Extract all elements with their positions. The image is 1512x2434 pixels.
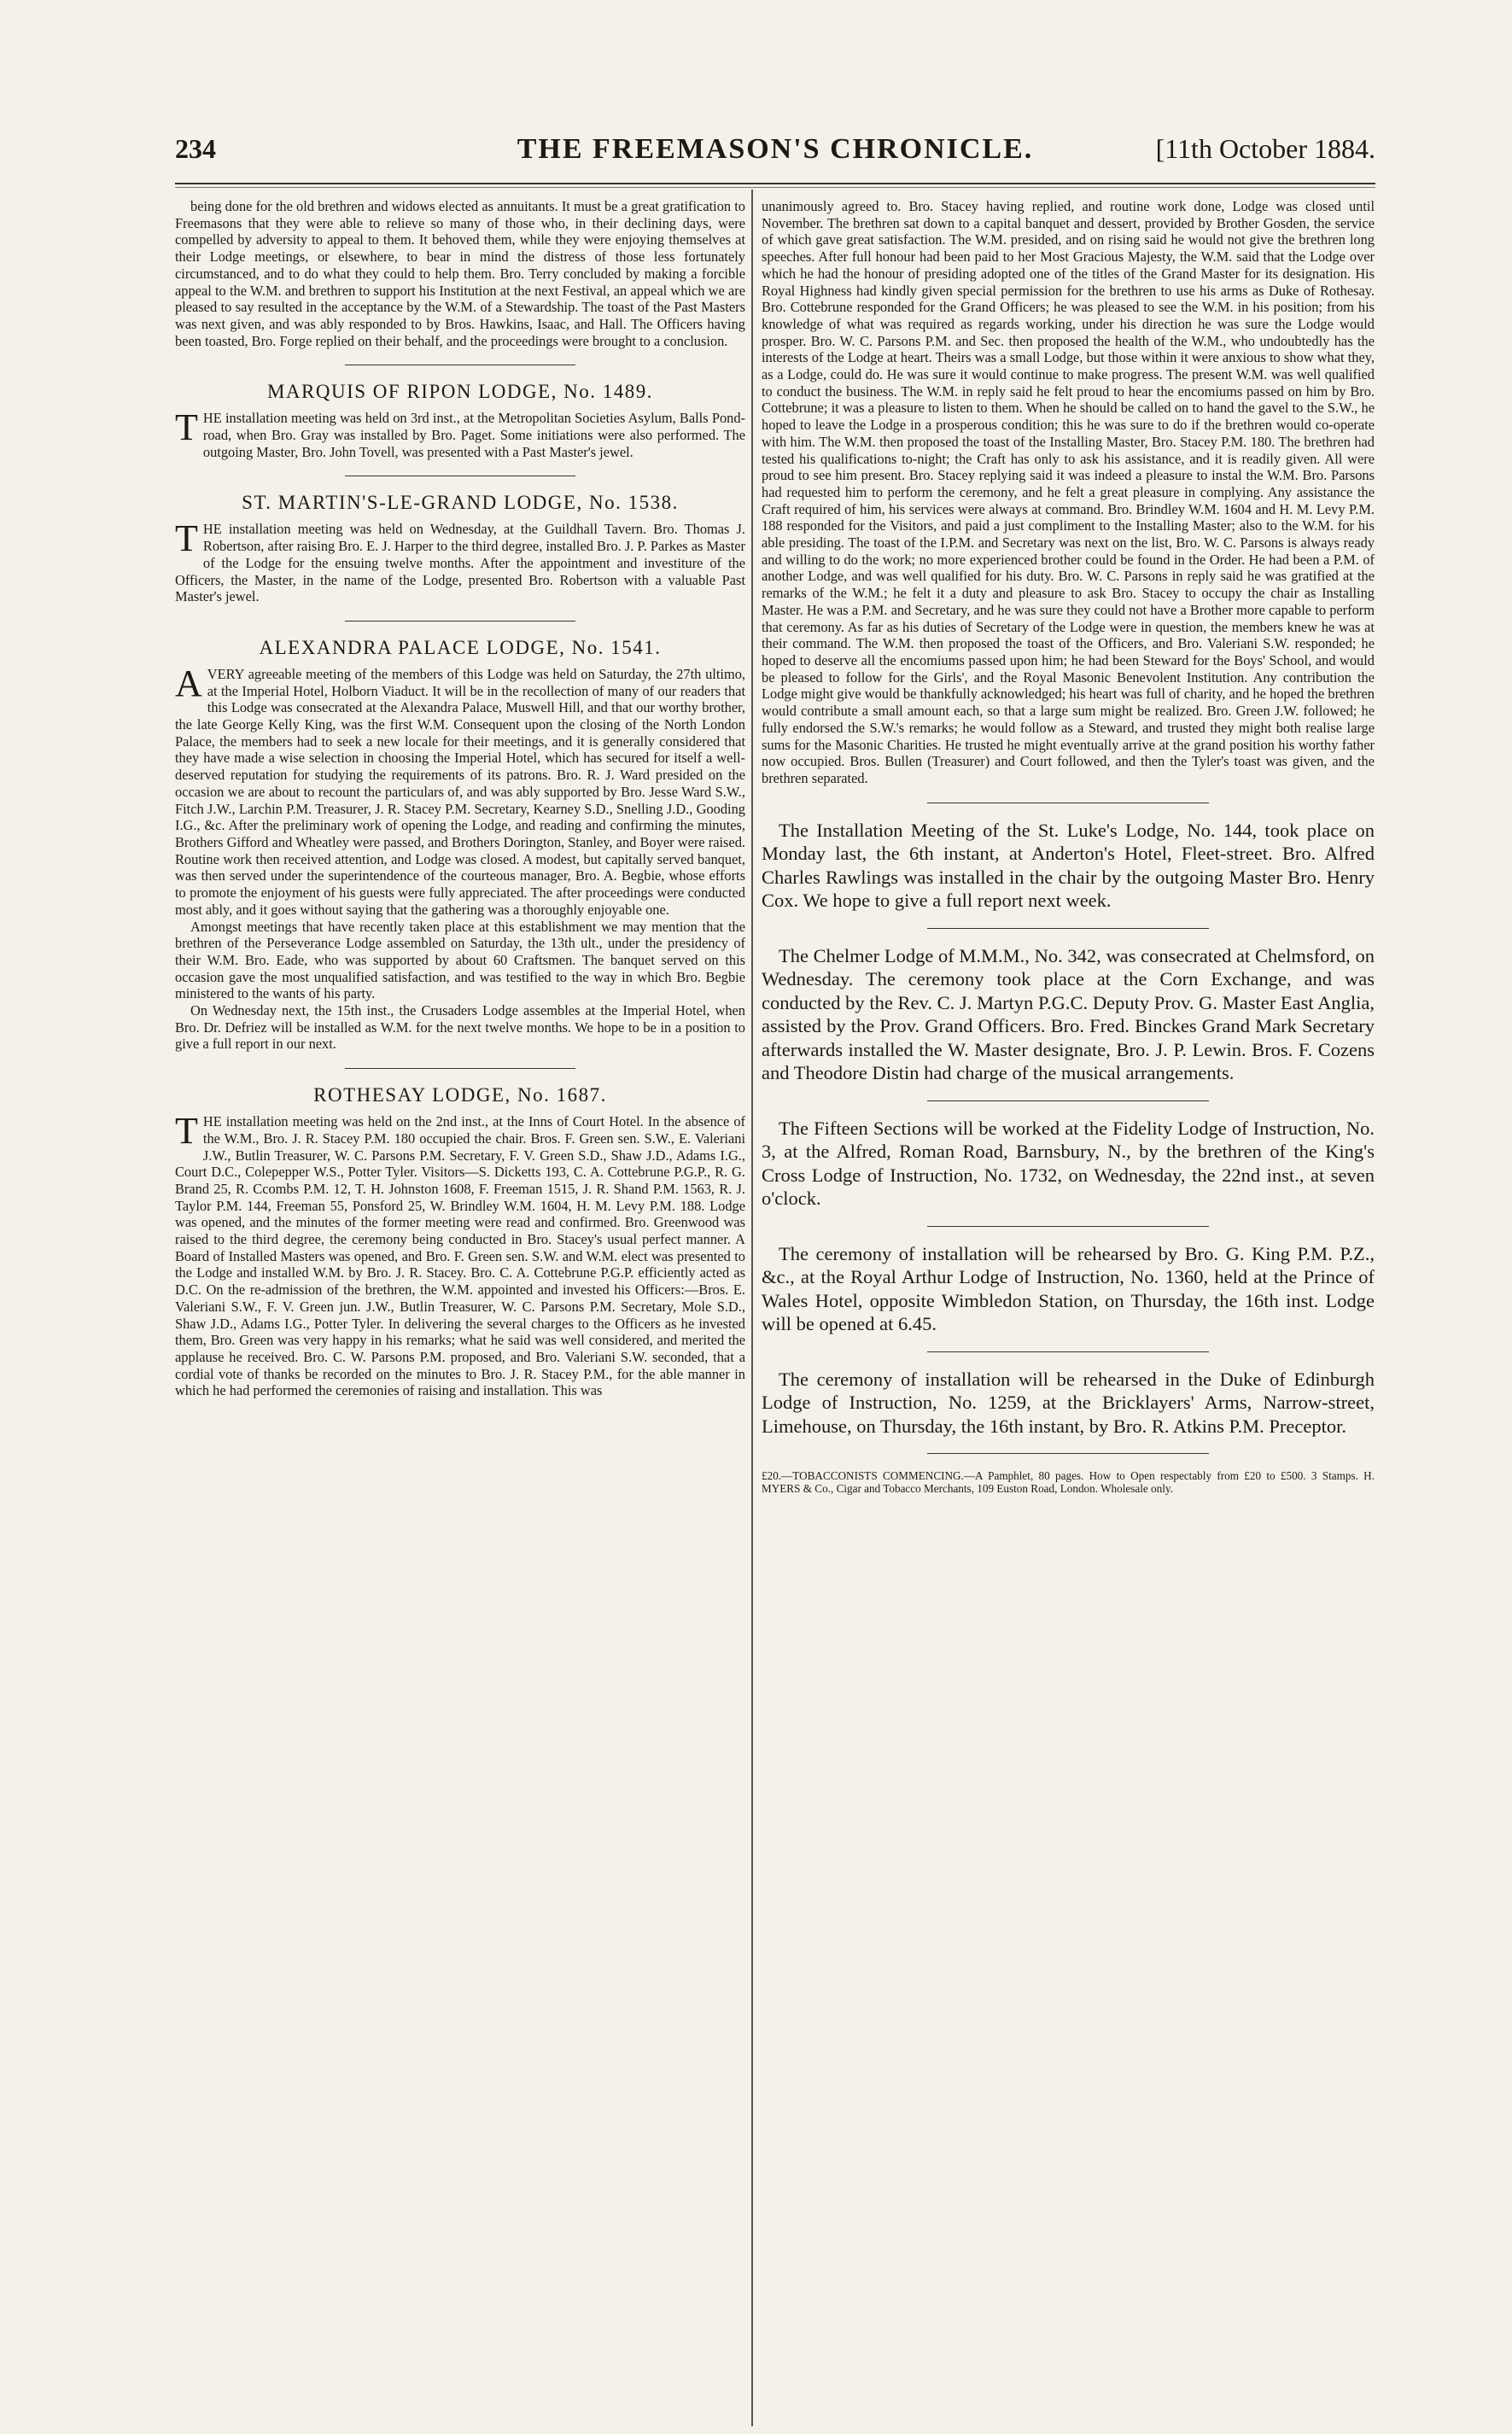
st-martins-article xyxy=(175,517,745,605)
st-martins-heading: ST. MARTIN'S-LE-GRAND LODGE, No. 1538. xyxy=(242,492,679,514)
page-header xyxy=(175,133,1375,184)
ripon-text: HE installation meeting was held on 3rd inst., at the Metropolitan Societies Asylum, Balls Pond-road, when Bro. Gray was installed by Bro. Paget. Some initiations were also performed. The outgoing Master, Bro. John Tovell, was presented with a Past Master's jewel. xyxy=(202,410,745,460)
notice-chelmer: The Chelmer Lodge of M.M.M., No. 342, was consecrated at Chelmsford, on Wednesday. The ceremony took place at the Corn Exchange, and was conducted by the Rev. C. J. Martyn P.G.C. Deputy Prov. G. Master East Anglia, assisted by the Prov. Grand Officers. Bro. Fred. Binckes Grand Mark Secretary afterwards installed the W. Master designate, Bro. J. P. Lewin. Bros. F. Cozens and Theodore Distin had charge of the musical arrangements. xyxy=(762,944,1375,1084)
column-divider xyxy=(751,190,753,2426)
section-divider xyxy=(345,621,575,622)
section-divider xyxy=(927,1453,1209,1454)
notice-fifteen-sections: The Fifteen Sections will be worked at the Fidelity Lodge of Instruction, No. 3, at the Alfred, Roman Road, Barnsbury, N., by the brethren of the King's Cross Lodge of Instruction, No. 1732, on Wednesday, the 22nd inst., at seven o'clock. xyxy=(762,1117,1375,1210)
st-martins-text: HE installation meeting was held on Wednesday, at the Guildhall Tavern. Bro. Thomas J. Robertson, after raising Bro. E. J. Harper to the third degree, installed Bro. J. P. Parkes as Master of the Lodge for the ensuing twelve months. After the appointment and investiture of the Officers, the Master, in the name of the Lodge, presented Bro. Robertson with a valuable Past Master's jewel. xyxy=(175,521,745,605)
right-column xyxy=(762,198,1375,2426)
drop-cap: T xyxy=(175,406,198,449)
section-divider xyxy=(345,1068,575,1069)
rothesay-heading: ROTHESAY LODGE, No. 1687. xyxy=(313,1084,607,1106)
section-divider xyxy=(927,1100,1209,1101)
section-divider xyxy=(927,1226,1209,1227)
header-rule-thin xyxy=(175,187,1375,188)
rothesay-text: HE installation meeting was held on the 2nd inst., at the Inns of Court Hotel. In the absence of the W.M., Bro. J. R. Stacey P.M. 180 occupied the chair. Bros. F. Green sen. S.W., E. Valeriani J.W., Butlin Treasurer, W. C. Parsons P.M. Secretary, F. V. Green S.D., Shaw J.D., Adams I.G., Court D.C., Colepepper W.S., Potter Tyler. Visitors—S. Dicketts 193, C. A. Cottebrune P.G.P., R. G. Brand 25, R. Ccombs P.M. 12, T. H. Johnston 1608, F. Freeman 1515, J. R. Shand P.M. 1563, R. J. Taylor P.M. 144, Freeman 55, Ponsford 25, W. Brindley W.M. 1604, H. M. Levy P.M. 188. Lodge was opened, and the minutes of the former meeting were read and confirmed. Bro. Greenwood was raised to the third degree, the ceremony being conducted in Bro. Stacey's usual perfect manner. A Board of Installed Masters was opened, and Bro. F. Green sen. S.W. and W.M. elect was presented to the Lodge and installed W.M. by Bro. J. R. Stacey. Bro. C. A. Cottebrune P.G.P. efficiently acted as D.C. On the re-admission of the brethren, the W.M. appointed and invested his Officers:—Bros. E. Valeriani S.W., F. V. Green jun. J.W., Butlin Treasurer, W. C. Parsons P.M. Secretary, Mole S.D., Shaw J.D., Adams I.G., Potter Tyler. In delivering the several charges to the Officers as he invested them, Bro. Green was very happy in his remarks; what he said was well considered, and merited the applause he received. Bro. C. W. Parsons P.M. proposed, and Bro. Valeriani S.W. seconded, that a cordial vote of thanks be recorded on the minutes to Bro. J. R. Stacey P.M., for the able manner in which he had performed the ceremonies of raising and installation. This was xyxy=(175,1113,745,1399)
section-divider xyxy=(927,1351,1209,1352)
alexandra-article xyxy=(175,662,745,919)
alexandra-heading: ALEXANDRA PALACE LODGE, No. 1541. xyxy=(259,636,662,658)
page-number: 234 xyxy=(175,133,216,164)
issue-date: [11th October 1884. xyxy=(1155,133,1375,164)
drop-cap: T xyxy=(175,517,198,560)
alexandra-text-1: VERY agreeable meeting of the members of this Lodge was held on Saturday, the 27th ultimo, at the Imperial Hotel, Holborn Viaduct. It will be in the recollection of many of our readers that this Lodge was consecrated at the Alexandra Palace, Muswell Hill, and that our worthy brother, the late George Kelly King, was the first W.M. Consequent upon the closing of the North London Palace, the members had to seek a new locale for their meetings, and it is generally considered that they have made a wise selection in choosing the Imperial Hotel, which has secured for itself a well-deserved reputation for studying the requirements of its patrons. Bro. R. J. Ward presided on the occasion we are about to recount the particulars of, and was ably supported by Bro. Jesse Ward S.W., Fitch J.W., Larchin P.M. Treasurer, J. R. Stacey P.M. Secretary, Kearney S.D., Snelling J.D., Gooding I.G., &c. After the preliminary work of opening the Lodge, and reading and confirming the minutes, Brothers Gifford and Wheatley were passed, and Brothers Dorington, Stanley, and Boyer were raised. Routine work then received attention, and Lodge was closed. A modest, but capitally served banquet, was then served under the superintendence of the courteous manager, Bro. A. Begbie, whose efforts to promote the enjoyment of his guests were fully appreciated. The after proceedings were conducted most ably, and it goes without saying that the gathering was a thoroughly enjoyable one. xyxy=(175,665,745,918)
notice-royal-arthur: The ceremony of installation will be rehearsed by Bro. G. King P.M. P.Z., &c., at the Royal Arthur Lodge of Instruction, No. 1360, held at the Prince of Wales Hotel, opposite Wimbledon Station, on Thursday, the 16th inst. Lodge will be opened at 6.45. xyxy=(762,1242,1375,1335)
notice-duke-of-edinburgh: The ceremony of installation will be rehearsed in the Duke of Edinburgh Lodge of Instruction, No. 1259, at the Bricklayers' Arms, Narrow-street, Limehouse, on Thursday, the 16th instant, by Bro. R. Atkins P.M. Preceptor. xyxy=(762,1368,1375,1437)
intro-paragraph: being done for the old brethren and widows elected as annuitants. It must be a great gratification to Freemasons that they were able to relieve so many of those who, in their declining days, were compelled by adversity to appeal to them. It behoved them, while they were enjoying themselves at their Lodge meetings, or elsewhere, to bear in mind the distress of those less fortunately circumstanced, and to do what they could to help them. Bro. Terry concluded by making a forcible appeal to the W.M. and brethren to support his Institution at the next Festival, an appeal which we are pleased to say resulted in the acceptance by the W.M. of a Stewardship. The toast of the Past Masters was next given, and was ably responded to by Bros. Hawkins, Isaac, and Hall. The Officers having been toasted, Bro. Forge replied on their behalf, and the proceedings were brought to a conclusion. xyxy=(175,198,745,349)
left-column xyxy=(175,198,745,2426)
ripon-article xyxy=(175,406,745,460)
notice-st-lukes: The Installation Meeting of the St. Luke's Lodge, No. 144, took place on Monday last, the 6th instant, at Anderton's Hotel, Fleet-street. Bro. Alfred Charles Rawlings was installed in the chair by the outgoing Master Bro. Henry Cox. We hope to give a full report next week. xyxy=(762,819,1375,912)
section-divider xyxy=(927,928,1209,929)
rothesay-continuation: unanimously agreed to. Bro. Stacey having replied, and routine work done, Lodge was closed until November. The brethren sat down to a capital banquet and dessert, provided by Brother Gosden, the service of which gave great satisfaction. The W.M. presided, and on rising said he would not give the brethren long speeches. After full honour had been paid to her Most Gracious Majesty, the W.M. said that the Lodge over which he had the honour of presiding adopted one of the titles of the Grand Master for its designation. His Royal Highness had kindly given special permission for the brethren to use his arms as Duke of Rothesay. Bro. Cottebrune responded for the Grand Officers; he was pleased to see the W.M. in his position; from his knowledge of what was required as regards working, under his direction he was sure the Lodge would prosper. Bro. W. C. Parsons P.M. and Sec. then proposed the health of the W.M., who undoubtedly has the interests of the Lodge at heart. Theirs was a small Lodge, but those within it were anxious to show what they, as a Lodge, could do. He was sure it would continue to make progress. The present W.M. was well qualified to conduct the business. The W.M. in reply said he felt proud to hear the encomiums passed on him by Bro. Cottebrune; it was a pleasure to listen to them. When he should be called on to hand the gavel to the S.W., he hoped to leave the Lodge in a prosperous condition; this he was sure to do if the brethren would co-operate with him. The W.M. then proposed the toast of the Installing Master, Bro. Stacey P.M. 180. The brethren had tested his qualifications to-night; the Craft has only to ask his assistance, and it is readily given. All were proud to see him present. Bro. Stacey replying said it was indeed a pleasure to instal the W.M. Bro. Parsons had requested him to perform the ceremony, and he felt a great pleasure in complying. Any assistance the Craft required of him, his services were always at command. Bro. Brindley W.M. 1604 and H. M. Levy P.M. 188 responded for the Visitors, and paid a just compliment to the Installing Master; also to the W.M. for his able presiding. The toast of the I.P.M. and Secretary was next on the list, Bro. W. C. Parsons is always ready and willing to do the work; no more experienced brother could be found in the Order. He had been a P.M. of another Lodge, and was well qualified for his duty. Bro. W. C. Parsons in reply said he was gratified at the remarks of the W.M.; he felt it a duty and pleasure to ask Bro. Stacey to occupy the chair as Installing Master. He was a P.M. and Secretary, and he was sure they could not have a Brother more capable to perform that ceremony. As far as his duties of Secretary of the Lodge were in question, the members knew he was at their command. The W.M. then proposed the toast of the Officers, and Bro. Valeriani S.W. responded; he hoped to deserve all the encomiums passed upon him; he had been Steward for the Boys' School, and would be pleased to follow for the Girls', and the Royal Masonic Benevolent Institution. Any contribution the Lodge might give would be thankfully acknowledged; his heart was full of charity, and he hoped the brethren would contribute a small amount each, so that a large sum might be realized. Bro. Green J.W. followed; he fully endorsed the S.W.'s remarks; he would follow as a Steward, and trusted they might both realise large sums for the Masonic Charities. He trusted he might eventually arrive at the grand position his worthy father now occupied. Bros. Bullen (Treasurer) and Court followed, and then the Tyler's toast was given, and the brethren separated. xyxy=(762,198,1375,786)
alexandra-text-2: Amongst meetings that have recently taken place at this establishment we may mention that the brethren of the Perseverance Lodge assembled on Saturday, the 13th ult., under the presidency of their W.M. Bro. Eade, who was supported by about 60 Craftsmen. The banquet served on this occasion gave the most unqualified satisfaction, and was testified to the way in which Bro. Begbie ministered to the wants of his party. xyxy=(175,918,745,1002)
ripon-heading: MARQUIS OF RIPON LODGE, No. 1489. xyxy=(266,381,654,403)
rothesay-article xyxy=(175,1110,745,1399)
publication-title: THE FREEMASON'S CHRONICLE. xyxy=(517,133,1034,165)
tobacconist-advert: £20.—TOBACCONISTS COMMENCING.—A Pamphlet, 80 pages. How to Open respectably from £20 to £500. 3 Stamps. H. MYERS & Co., Cigar and Tobacco Merchants, 109 Euston Road, London. Wholesale only. xyxy=(762,1469,1375,1496)
header-rule xyxy=(175,183,1375,184)
drop-cap: T xyxy=(175,1110,198,1153)
alexandra-text-3: On Wednesday next, the 15th inst., the Crusaders Lodge assembles at the Imperial Hotel, when Bro. Dr. Defriez will be installed as W.M. for the next twelve months. We hope to be in a position to give a full report in our next. xyxy=(175,1002,745,1053)
drop-cap: A xyxy=(175,662,202,704)
